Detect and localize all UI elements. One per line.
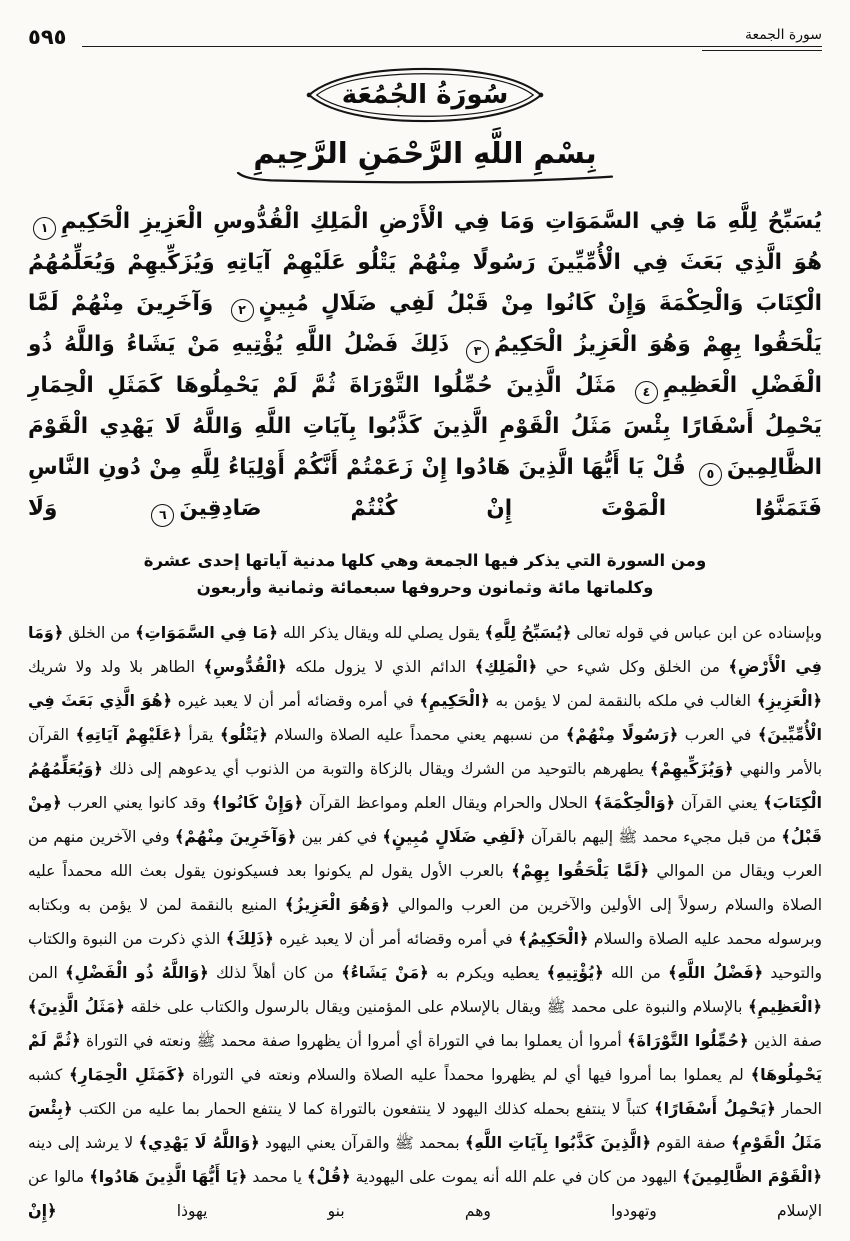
tafsir-commentary-text: الذي ذكرت من النبوة والكتاب والتوحيد xyxy=(28,930,822,982)
tafsir-commentary-text: وفي الآخرين منهم من العرب ويقال من الموالي xyxy=(28,828,822,880)
tafsir-commentary-text: القرآن بالأمر والنهي xyxy=(28,726,823,778)
surah-title-cartouche xyxy=(303,66,547,124)
quran-verse-text: هُوَ الَّذِي بَعَثَ فِي الْأُمِّيِّينَ رَسُولًا مِنْهُمْ يَتْلُو عَلَيْهِمْ آيَاتِهِ وَيُزَكِّيهِمْ وَيُعَلِّمُهُمُ الْكِتَابَ وَالْحِكْمَةَ وَإِنْ كَانُوا مِنْ قَبْلُ لَفِي ضَلَالٍ مُبِينٍ xyxy=(28,250,822,316)
header-rule xyxy=(82,24,822,51)
ayah-number-marker: ١ xyxy=(33,217,56,240)
ayah-number-marker: ٥ xyxy=(699,463,722,486)
tafsir-commentary-text: من قبل مجيء محمد ﷺ إليهم بالقرآن xyxy=(525,828,782,846)
ayah-number-marker: ٤ xyxy=(635,381,658,404)
tafsir-commentary-text: يطهرهم بالتوحيد من الشرك ويقال بالزكاة والتوبة من الذنوب أي يدعوهم إلى ذلك xyxy=(102,760,650,778)
quran-verse-text: مَثَلُ الَّذِينَ حُمِّلُوا التَّوْرَاةَ ثُمَّ لَمْ يَحْمِلُوهَا كَمَثَلِ الْحِمَارِ يَحْمِلُ أَسْفَارًا بِئْسَ مَثَلُ الْقَوْمِ الَّذِينَ كَذَّبُوا بِآيَاتِ اللَّهِ وَاللَّهُ لَا يَهْدِي الْقَوْمَ الظَّالِمِينَ xyxy=(28,373,822,480)
tafsir-commentary-text: لم يعملوا بما أمروا فيها أي لم يظهروا محمداً عليه الصلاة والسلام ونعته في التوراة xyxy=(185,1066,751,1084)
tafsir-commentary-text: لا يرشد إلى دينه xyxy=(28,1134,139,1152)
tafsir-commentary-text: اليهود من كان في علم الله أنه يموت على اليهودية xyxy=(350,1168,682,1186)
tafsir-commentary-text: من الخلق وكل شيء حي xyxy=(537,658,729,676)
running-title: سورة الجمعة xyxy=(744,27,822,43)
tafsir-quran-quote: ﴿بِئْسَ مَثَلُ الْقَوْمِ﴾ xyxy=(28,1099,822,1152)
tafsir-commentary-text: من نسبهم يعني محمداً عليه الصلاة والسلام xyxy=(267,726,566,744)
basmala xyxy=(235,136,615,185)
tafsir-quran-quote: ﴿الْقُدُّوسِ﴾ xyxy=(203,657,287,676)
tafsir-quran-quote: ﴿وَمَا فِي الْأَرْضِ﴾ xyxy=(28,623,822,676)
tafsir-commentary-text: المنيع بالنقمة لمن لا يؤمن به وبكتابه وبرسوله محمد عليه الصلاة والسلام xyxy=(28,896,822,948)
quran-verse-text: وَآخَرِينَ مِنْهُمْ لَمَّا يَلْحَقُوا بِهِمْ وَهُوَ الْعَزِيزُ الْحَكِيمُ xyxy=(28,291,822,357)
tafsir-commentary-text: بالعرب الأول يقول لم يكونوا بعد فسيكونون يقول بعث الله محمداً عليه الصلاة والسلام رسولاً إلى الأولين والآخرين من العرب والموالي xyxy=(28,862,823,914)
ayah-number-marker: ٣ xyxy=(466,340,489,363)
tafsir-quran-quote: ﴿فَضْلُ اللَّهِ﴾ xyxy=(668,963,764,982)
tafsir-commentary-text: صفة القوم xyxy=(651,1134,732,1152)
tafsir-commentary-text: يقرأ xyxy=(181,726,220,744)
tafsir-quran-quote: ﴿حُمِّلُوا التَّوْرَاةَ﴾ xyxy=(627,1031,749,1050)
tafsir-commentary-text: يعني القرآن xyxy=(675,794,764,812)
tafsir-quran-quote: ﴿وَيُعَلِّمُهُمُ الْكِتَابَ﴾ xyxy=(28,759,822,812)
tafsir-commentary-text: كشبه الحمار xyxy=(28,1066,822,1118)
tafsir-commentary-text: الحلال والحرام ويقال العلم ومواعظ القرآن xyxy=(303,794,594,812)
tafsir-commentary-text: في أمره وقضائه أمر أن لا يعبد غيره xyxy=(171,692,420,710)
tafsir-quran-quote: ﴿رَسُولًا مِنْهُمْ﴾ xyxy=(565,725,679,744)
tafsir-quran-quote: ﴿هُوَ الَّذِي بَعَثَ فِي الْأُمِّيِّينَ﴾ xyxy=(28,691,822,744)
tafsir-commentary-text: من الله xyxy=(603,964,669,982)
tafsir-quran-quote: ﴿لَمَّا يَلْحَقُوا بِهِمْ﴾ xyxy=(511,861,650,880)
tafsir-commentary-text: في أمره وقضائه أمر أن لا يعبد غيره xyxy=(273,930,519,948)
tafsir-commentary-text: بالإسلام والنبوة على محمد ﷺ ويقال بالإسلام على المؤمنين ويقال بالرسول والكتاب على خلقه xyxy=(124,998,749,1016)
quran-continuation-word: وَلَا xyxy=(28,496,58,521)
quran-verse-text: يُسَبِّحُ لِلَّهِ مَا فِي السَّمَوَاتِ وَمَا فِي الْأَرْضِ الْمَلِكِ الْقُدُّوسِ الْعَزِيزِ الْحَكِيمِ xyxy=(61,209,822,234)
tafsir-quran-quote: ﴿ثُمَّ لَمْ يَحْمِلُوهَا﴾ xyxy=(28,1031,822,1084)
tafsir-quran-quote: ﴿وَآخَرِينَ مِنْهُمْ﴾ xyxy=(174,827,297,846)
tafsir-quran-quote: ﴿يَحْمِلُ أَسْفَارًا﴾ xyxy=(654,1099,776,1118)
tafsir-quran-quote: ﴿يُسَبِّحُ لِلَّهِ﴾ xyxy=(484,623,572,642)
tafsir-quran-quote: ﴿لَفِي ضَلَالٍ مُبِينٍ﴾ xyxy=(382,827,526,846)
tafsir-quran-quote: ﴿الْحَكِيمُ﴾ xyxy=(518,929,589,948)
tafsir-commentary-text: كتباً لا ينتفع بحمله كذلك اليهود لا ينتفعون بالتوراة كما لا ينتفع الحمار بما عليه من الكتب xyxy=(72,1100,655,1118)
tafsir-commentary-text: مالوا عن الإسلام وتهودوا وهم بنو يهوذا xyxy=(28,1168,822,1220)
tafsir-quran-quote: ﴿وَيُزَكِّيهِمْ﴾ xyxy=(649,759,734,778)
tafsir-quran-quote: ﴿ذَلِكَ﴾ xyxy=(225,929,274,948)
tafsir-commentary-text: الطاهر بلا ولد ولا شريك xyxy=(28,658,204,676)
tafsir-commentary-text: من كان أهلاً لذلك xyxy=(208,964,342,982)
tafsir-quran-quote: ﴿كَمَثَلِ الْحِمَارِ﴾ xyxy=(69,1065,186,1084)
tafsir-quran-quote: ﴿مِنْ قَبْلُ﴾ xyxy=(28,793,823,846)
tafsir-quran-quote: ﴿وَالْحِكْمَةَ﴾ xyxy=(593,793,676,812)
basmala-flourish xyxy=(235,172,615,185)
tafsir-quran-quote: ﴿الْحَكِيمِ﴾ xyxy=(419,691,490,710)
tafsir-commentary-text: يا محمد xyxy=(247,1168,308,1186)
tafsir-commentary-text: وقد كانوا يعني العرب xyxy=(61,794,212,812)
tafsir-commentary-text: في كفر بين xyxy=(296,828,383,846)
ayah-number-marker: ٢ xyxy=(231,299,254,322)
surah-note: ومن السورة التي يذكر فيها الجمعة وهي كلها مدنية آياتها إحدى عشرة وكلماتها مائة وثمانون وحروفها سبعمائة وثمانية وأربعون xyxy=(143,551,707,597)
tafsir-commentary-text: يقول يصلي لله ويقال يذكر الله xyxy=(277,624,485,642)
tafsir-commentary-text: المن xyxy=(28,964,66,982)
tafsir-quran-quote: ﴿يَا أَيُّهَا الَّذِينَ هَادُوا﴾ xyxy=(89,1167,248,1186)
tafsir-commentary-text: وبإسناده عن ابن عباس في قوله تعالى xyxy=(571,624,822,642)
tafsir-quran-quote: ﴿الْعَظِيمِ﴾ xyxy=(748,997,822,1016)
tafsir-quran-quote: ﴿مَنْ يَشَاءُ﴾ xyxy=(341,963,429,982)
quran-verse-text: قُلْ يَا أَيُّهَا الَّذِينَ هَادُوا إِنْ زَعَمْتُمْ أَنَّكُمْ أَوْلِيَاءُ لِلَّهِ مِنْ دُونِ النَّاسِ فَتَمَنَّوُا الْمَوْتَ إِنْ كُنْتُمْ صَادِقِينَ xyxy=(28,455,822,521)
tafsir-quran-quote: ﴿عَلَيْهِمْ آيَاتِهِ﴾ xyxy=(75,725,182,744)
tafsir-quran-quote: ﴿مَثَلُ الَّذِينَ﴾ xyxy=(28,997,125,1016)
tafsir-quran-quote: ﴿يَتْلُو﴾ xyxy=(219,725,268,744)
page-number: ٥٩٥ xyxy=(28,25,67,49)
tafsir-text-block xyxy=(28,616,822,1228)
tafsir-quran-quote: ﴿وَاللَّهُ ذُو الْفَضْلِ﴾ xyxy=(65,963,209,982)
tafsir-quran-quote: ﴿يُؤْتِيهِ﴾ xyxy=(546,963,604,982)
tafsir-commentary-text: في العرب xyxy=(678,726,758,744)
tafsir-commentary-text: بمحمد ﷺ والقرآن يعني اليهود xyxy=(259,1134,465,1152)
tafsir-commentary-text: صفة الذين xyxy=(748,1032,822,1050)
tafsir-quran-quote: ﴿مَا فِي السَّمَوَاتِ﴾ xyxy=(135,623,278,642)
tafsir-quran-quote: ﴿وَاللَّهُ لَا يَهْدِي﴾ xyxy=(138,1133,260,1152)
tafsir-quran-quote: ﴿وَإِنْ كَانُوا﴾ xyxy=(211,793,304,812)
basmala-text: بِسْمِ اللَّهِ الرَّحْمَنِ الرَّحِيمِ xyxy=(253,136,597,170)
surah-title: سُورَةُ الجُمُعَة xyxy=(341,80,509,110)
tafsir-quran-quote: ﴿إِنْ xyxy=(28,1201,57,1220)
tafsir-quran-quote: ﴿قُلْ﴾ xyxy=(307,1167,351,1186)
tafsir-quran-quote: ﴿الْمَلِكِ﴾ xyxy=(474,657,538,676)
page-header xyxy=(28,0,822,51)
tafsir-commentary-text: الغالب في ملكه بالنقمة لمن لا يؤمن به xyxy=(489,692,757,710)
tafsir-commentary-text: أمروا أن يعملوا بما في التوراة أي أمروا أن يظهروا صفة محمد ﷺ ونعته في التوراة xyxy=(80,1032,628,1050)
tafsir-quran-quote: ﴿الَّذِينَ كَذَّبُوا بِآيَاتِ اللَّهِ﴾ xyxy=(465,1133,651,1152)
ayah-number-marker: ٦ xyxy=(151,504,174,527)
tafsir-quran-quote: ﴿الْقَوْمَ الظَّالِمِينَ﴾ xyxy=(681,1167,822,1186)
tafsir-quran-quote: ﴿الْعَزِيزِ﴾ xyxy=(756,691,823,710)
quran-text-block xyxy=(28,201,822,529)
quran-verse-text: ذَلِكَ فَضْلُ اللَّهِ يُؤْتِيهِ مَنْ يَشَاءُ وَاللَّهُ ذُو الْفَضْلِ الْعَظِيمِ xyxy=(28,332,822,398)
tafsir-commentary-text: يعطيه ويكرم به xyxy=(428,964,547,982)
header-rule-long xyxy=(82,46,822,47)
header-rule-short xyxy=(702,50,822,51)
tafsir-commentary-text: من الخلق xyxy=(63,624,136,642)
tafsir-commentary-text: الدائم الذي لا يزول ملكه xyxy=(286,658,475,676)
tafsir-quran-quote: ﴿وَهُوَ الْعَزِيزُ﴾ xyxy=(284,895,390,914)
